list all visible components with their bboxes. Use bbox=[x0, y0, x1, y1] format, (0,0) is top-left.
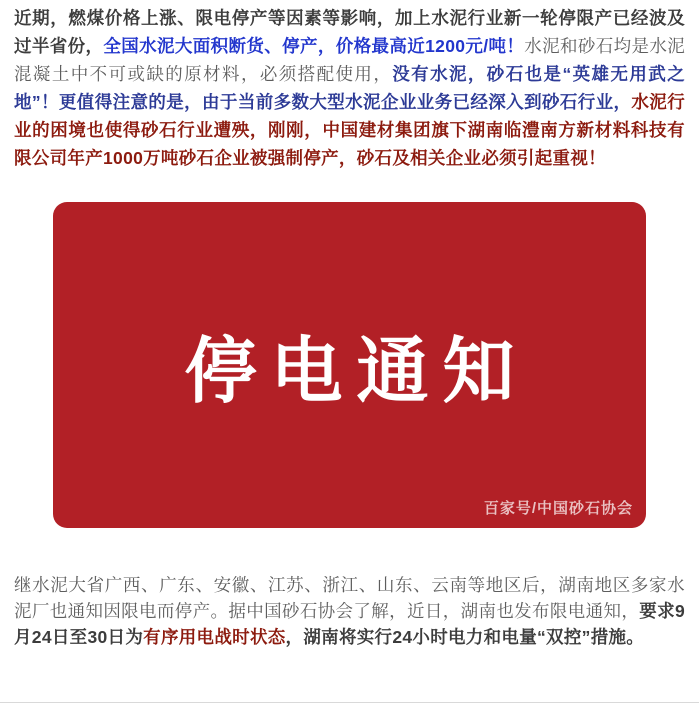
text-run-dual-control: ，湖南将实行24小时电力和电量“双控”措施。 bbox=[285, 627, 645, 647]
text-run-raw-material: 水泥和砂石均是水泥混凝土中不可或缺的原材料，必须搭配使用， bbox=[14, 36, 686, 84]
text-run-date-range: 要求9月24日至30日为 bbox=[14, 601, 685, 647]
bottom-divider bbox=[0, 702, 699, 703]
text-run-no-cement: 没有水泥，砂石也是“英雄无用武之地”！更值得注意的是，由于当前多数大型水泥企业业务已经深入到砂石行业， bbox=[14, 64, 685, 112]
paragraph-detail bbox=[14, 572, 685, 650]
text-run-coal-price: 近期，燃煤价格上涨、限电停产等因素等影响，加上水泥行业新一轮停限产已经波及过半省份， bbox=[14, 8, 685, 56]
power-outage-notice-image[interactable] bbox=[53, 202, 646, 528]
text-run-provinces: 继水泥大省广西、广东、安徽、江苏、浙江、山东、云南等地区后，湖南地区多家水泥厂也通知因限电而停产。据中国砂石协会了解，近日，湖南也发布限电通知， bbox=[14, 575, 685, 621]
text-run-forced-shutdown: 水泥行业的困境也使得砂石行业遭殃，刚刚，中国建材集团旗下湖南临澧南方新材料科技有限公司年产1000万吨砂石企业被强制停产，砂石及相关企业必须引起重视！ bbox=[14, 92, 686, 168]
banner-title: 停电通知 bbox=[184, 332, 529, 412]
banner-watermark: 百家号/中国砂石协会 bbox=[483, 500, 633, 517]
paragraph-intro bbox=[14, 4, 685, 172]
text-run-cement-shortage: 全国水泥大面积断货、停产，价格最高近1200元/吨！ bbox=[103, 36, 525, 56]
text-run-wartime-state: 有序用电战时状态 bbox=[143, 627, 286, 647]
